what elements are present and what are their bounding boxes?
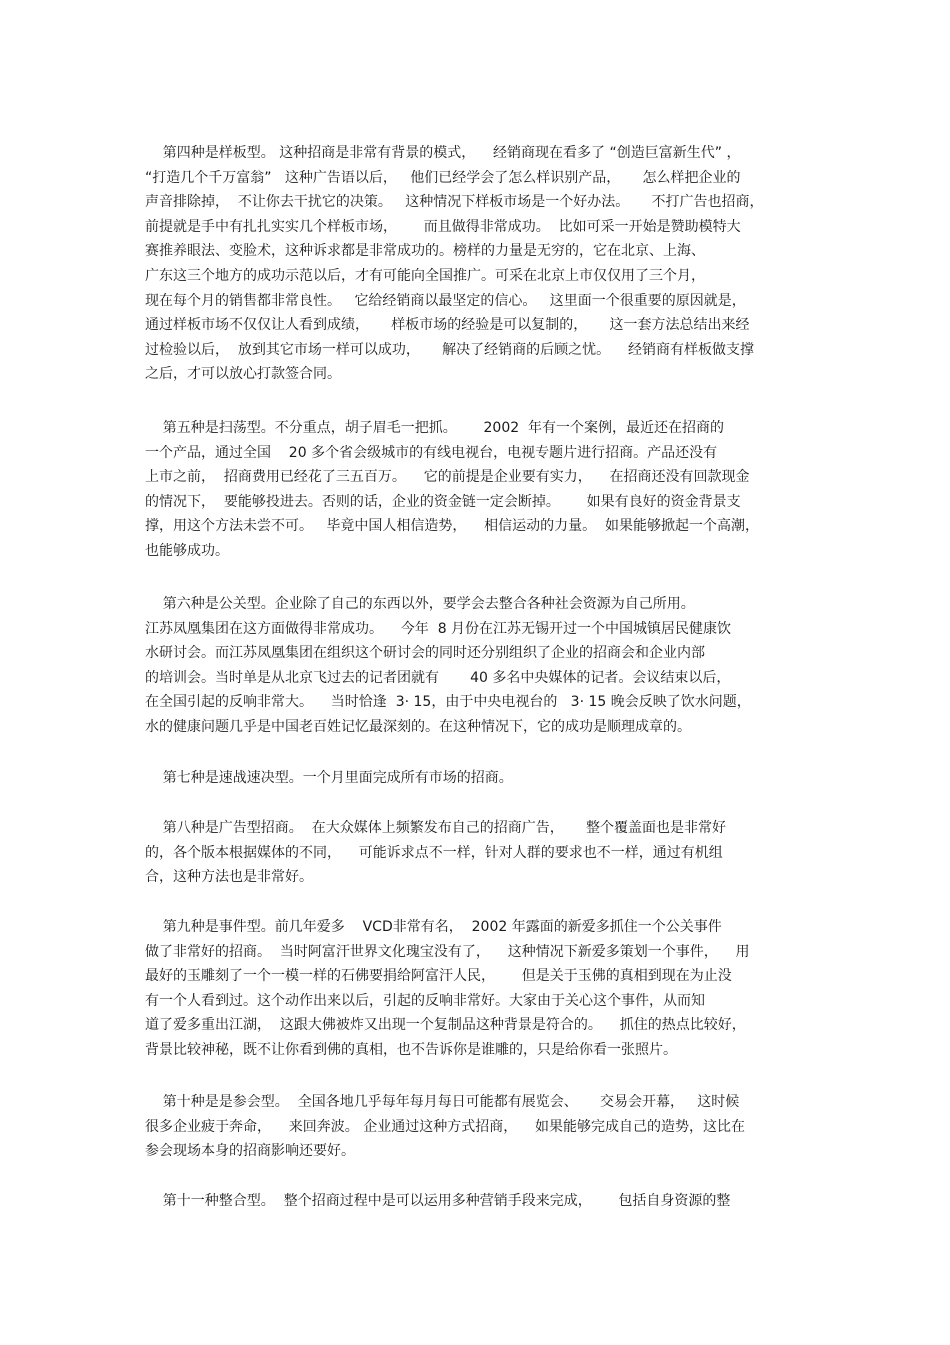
text-line: 的，各个版本根据媒体的不同， 可能诉求点不一样，针对人群的要求也不一样，通过有机组: [145, 844, 723, 861]
text-line: 背景比较神秘，既不让你看到佛的真相，也不告诉你是谁雕的，只是给你看一张照片。: [145, 1041, 677, 1058]
text-line: 第十一种整合型。 整个招商过程中是可以运用多种营销手段来完成， 包括自身资源的整: [145, 1193, 731, 1209]
text-line: 合，这种方法也是非常好。: [145, 869, 313, 886]
text-line: 撑，用这个方法未尝不可。 毕竟中国人相信造势， 相信运动的力量。 如果能够掀起一个高潮，: [145, 518, 760, 535]
text-line: 现在每个月的销售都非常良性。 它给经销商以最坚定的信心。 这里面一个很重要的原因就是，: [145, 292, 746, 309]
text-line: 第十种是是参会型。 全国各地几乎每年每月每日可能都有展览会、 交易会开幕， 这时候: [145, 1094, 740, 1110]
text-line: 第五种是扫荡型。不分重点，胡子眉毛一把抓。 2002 年有一个案例，最近还在招商的: [145, 420, 725, 436]
text-line: 有一个人看到过。这个动作出来以后，引起的反响非常好。大家由于关心这个事件，从而知: [145, 992, 705, 1009]
paragraph-sweep-type: [145, 416, 810, 564]
paragraph-sample-market-type: [145, 141, 810, 387]
text-line: 声音排除掉， 不让你去干扰它的决策。 这种情况下样板市场是一个好办法。 不打广告也招商，: [145, 194, 764, 211]
text-line: 第四种是样板型。 这种招商是非常有背景的模式， 经销商现在看多了 “创造巨富新生代” ，: [145, 145, 741, 161]
text-line: 一个产品，通过全国 20 多个省会级城市的有线电视台，电视专题片进行招商。产品还没有: [145, 444, 718, 461]
text-line: 道了爱多重出江湖， 这跟大佛被炸又出现一个复制品这种背景是符合的。 抓住的热点比较好，: [145, 1017, 746, 1034]
paragraph-advertising-type: [145, 816, 810, 890]
text-line: 第九种是事件型。前几年爱多 VCD非常有名， 2002 年露面的新爱多抓住一个公关事件: [145, 919, 722, 935]
text-line: 江苏凤凰集团在这方面做得非常成功。 今年 8 月份在江苏无锡开过一个中国城镇居民健康饮: [145, 620, 732, 637]
text-line: 第六种是公关型。企业除了自己的东西以外，要学会去整合各种社会资源为自己所用。: [145, 596, 695, 612]
text-line: 做了非常好的招商。 当时阿富汗世界文化瑰宝没有了， 这种情况下新爱多策划一个事件， 用: [145, 943, 750, 960]
paragraph-exhibition-type: [145, 1090, 810, 1164]
text-line: 第八种是广告型招商。 在大众媒体上频繁发布自己的招商广告， 整个覆盖面也是非常好: [145, 820, 726, 836]
text-line: 过检验以后， 放到其它市场一样可以成功， 解决了经销商的后顾之忧。 经销商有样板做支撑: [145, 341, 754, 358]
paragraph-blitz-type: [145, 766, 810, 791]
text-line: “打造几个千万富翁” 这种广告语以后， 他们已经学会了怎么样识别产品， 怎么样把企业的: [145, 169, 741, 186]
paragraph-integration-type: [145, 1189, 810, 1214]
text-line: 很多企业疲于奔命， 来回奔波。 企业通过这种方式招商， 如果能够完成自己的造势，这比在: [145, 1118, 746, 1135]
paragraph-pr-type: [145, 592, 810, 740]
text-line: 水研讨会。而江苏凤凰集团在组织这个研讨会的同时还分别组织了企业的招商会和企业内部: [145, 645, 705, 662]
text-line: 参会现场本身的招商影响还要好。: [145, 1143, 355, 1160]
text-line: 最好的玉雕刻了一个一模一样的石佛要捐给阿富汗人民， 但是关于玉佛的真相到现在为止没: [145, 968, 732, 985]
text-line: 的情况下， 要能够投进去。否则的话，企业的资金链一定会断掉。 如果有良好的资金背景支: [145, 493, 741, 510]
text-line: 前提就是手中有扎扎实实几个样板市场， 而且做得非常成功。 比如可采一开始是赞助模特大: [145, 218, 741, 235]
text-line: 在全国引起的反响非常大。 当时恰逢 3· 15，由于中央电视台的 3· 15 晚会反映了饮水问题，: [145, 694, 751, 711]
text-line: 广东这三个地方的成功示范以后，才有可能向全国推广。可采在北京上市仅仅用了三个月，: [145, 267, 705, 284]
text-line: 的培训会。当时单是从北京飞过去的记者团就有 40 多名中央媒体的记者。会议结束以后，: [145, 669, 731, 686]
paragraph-event-type: [145, 915, 810, 1063]
text-line: 也能够成功。: [145, 542, 229, 559]
text-line: 第七种是速战速决型。一个月里面完成所有市场的招商。: [145, 770, 513, 786]
text-line: 上市之前， 招商费用已经花了三五百万。 它的前提是企业要有实力， 在招商还没有回款现金: [145, 469, 750, 486]
text-line: 通过样板市场不仅仅让人看到成绩， 样板市场的经验是可以复制的， 这一套方法总结出来经: [145, 317, 750, 334]
text-line: 之后，才可以放心打款签合同。: [145, 366, 341, 383]
text-line: 赛推养眼法、变脸术，这种诉求都是非常成功的。榜样的力量是无穷的，它在北京、上海、: [145, 243, 705, 260]
text-line: 水的健康问题几乎是中国老百姓记忆最深刻的。在这种情况下，它的成功是顺理成章的。: [145, 718, 691, 735]
